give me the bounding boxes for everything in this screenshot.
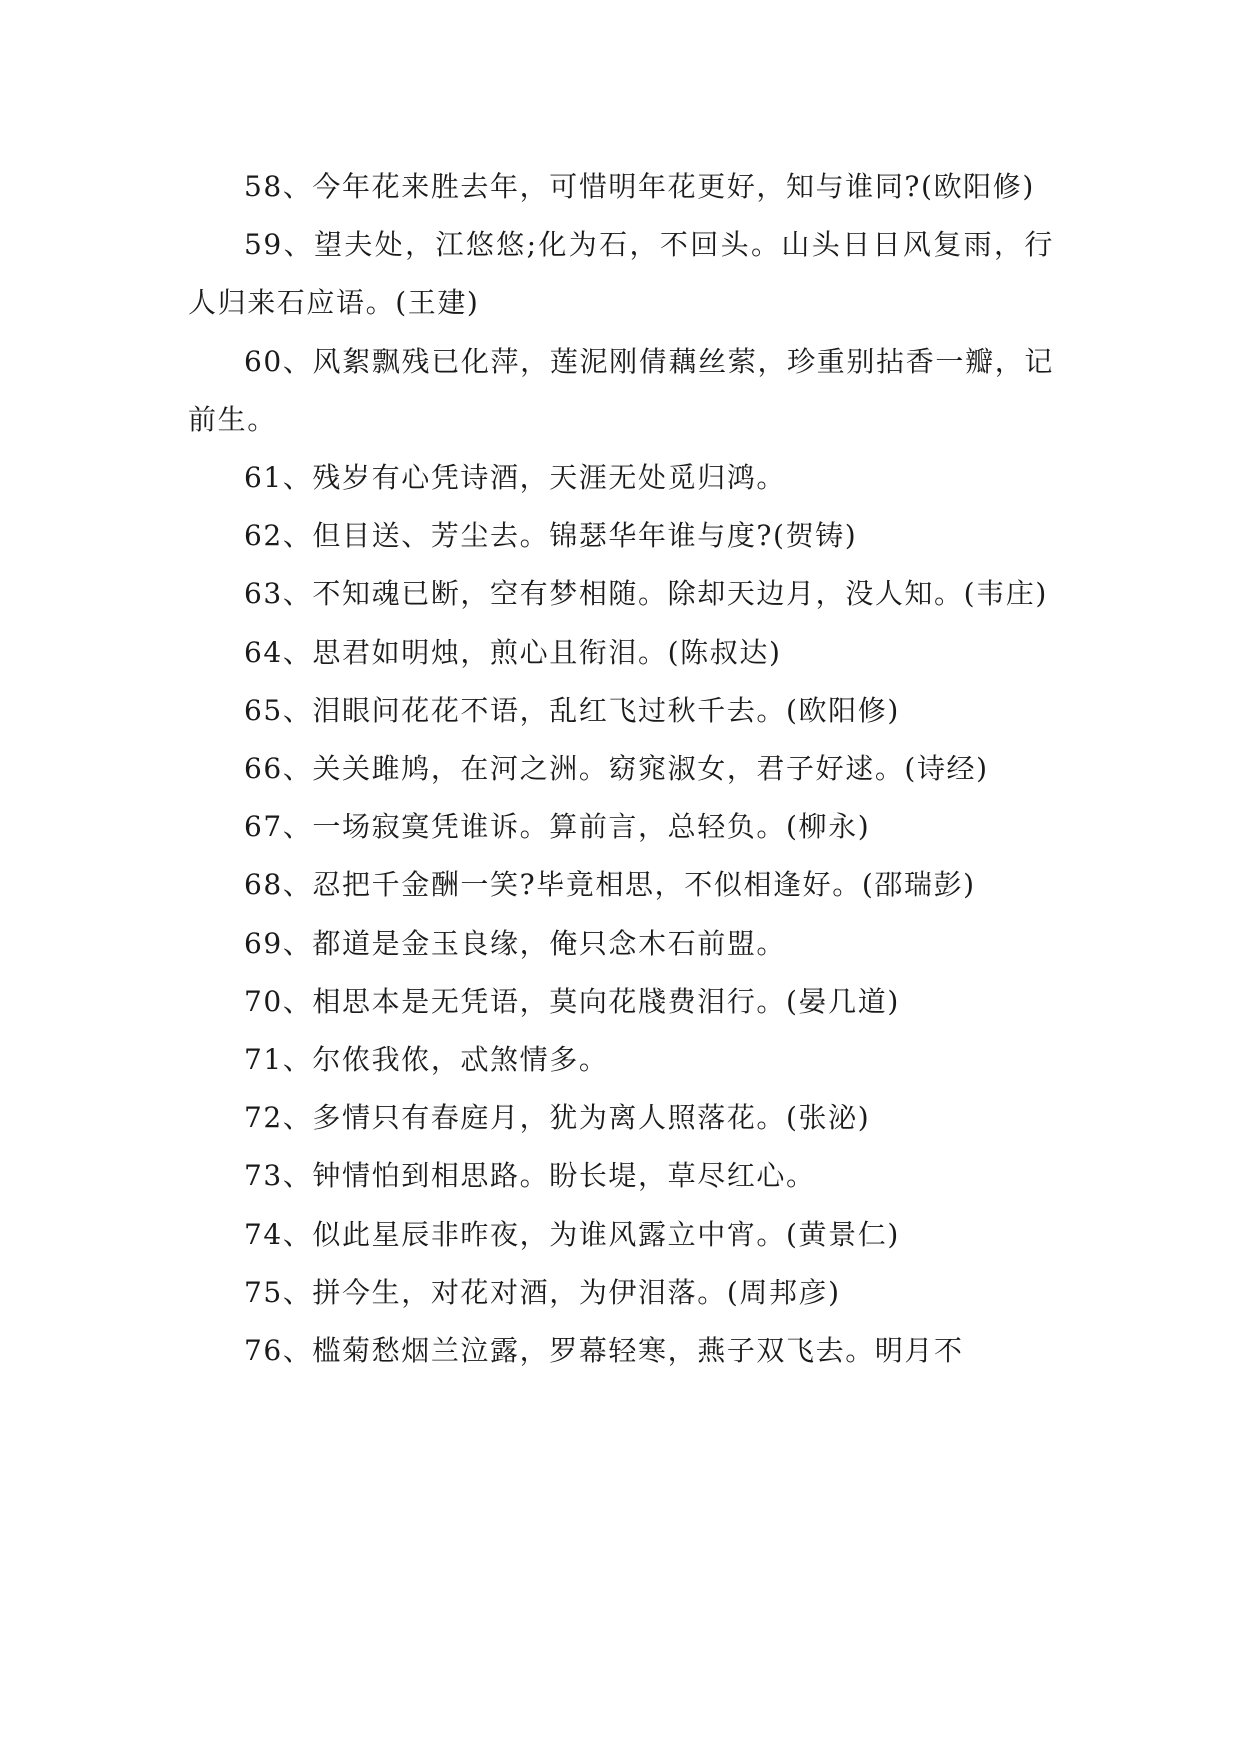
paragraph-59: 59、望夫处，江悠悠;化为石，不回头。山头日日风复雨，行人归来石应语。(王建): [188, 228, 1054, 320]
paragraph-70: 70、相思本是无凭语，莫向花牋费泪行。(晏几道): [244, 984, 900, 1018]
paragraph-74: 74、似此星辰非昨夜，为谁风露立中宵。(黄景仁): [244, 1217, 900, 1251]
paragraph-64: 64、思君如明烛，煎心且衔泪。(陈叔达): [244, 635, 782, 669]
paragraph-62: 62、但目送、芳尘去。锦瑟华年谁与度?(贺铸): [244, 519, 858, 553]
paragraph-68: 68、忍把千金酬一笑?毕竟相思，不似相逢好。(邵瑞彭): [244, 868, 976, 902]
paragraph-71: 71、尔侬我侬，忒煞情多。: [244, 1043, 609, 1077]
paragraph-75: 75、拼今生，对花对酒，为伊泪落。(周邦彦): [244, 1275, 841, 1309]
paragraph-76: 76、槛菊愁烟兰泣露，罗幕轻寒，燕子双飞去。明月不: [244, 1334, 964, 1368]
paragraph-65: 65、泪眼问花花不语，乱红飞过秋千去。(欧阳修): [244, 693, 900, 727]
paragraph-61: 61、残岁有心凭诗酒，天涯无处觅归鸿。: [244, 461, 787, 495]
paragraph-69: 69、都道是金玉良缘，俺只念木石前盟。: [244, 926, 787, 960]
paragraph-63: 63、不知魂已断，空有梦相随。除却天边月，没人知。(韦庄): [244, 577, 1048, 611]
paragraph-60: 60、风絮飘残已化萍，莲泥刚倩藕丝萦，珍重别拈香一瓣，记前生。: [188, 344, 1054, 436]
paragraph-67: 67、一场寂寞凭谁诉。算前言，总轻负。(柳永): [244, 810, 871, 844]
paragraph-66: 66、关关雎鸠，在河之洲。窈窕淑女，君子好逑。(诗经): [244, 752, 989, 786]
paragraph-58: 58、今年花来胜去年，可惜明年花更好，知与谁同?(欧阳修): [244, 170, 1035, 203]
document-body: [188, 158, 1054, 1380]
paragraph-72: 72、多情只有春庭月，犹为离人照落花。(张泌): [244, 1101, 871, 1135]
paragraph-73: 73、钟情怕到相思路。盼长堤，草尽红心。: [244, 1159, 816, 1193]
